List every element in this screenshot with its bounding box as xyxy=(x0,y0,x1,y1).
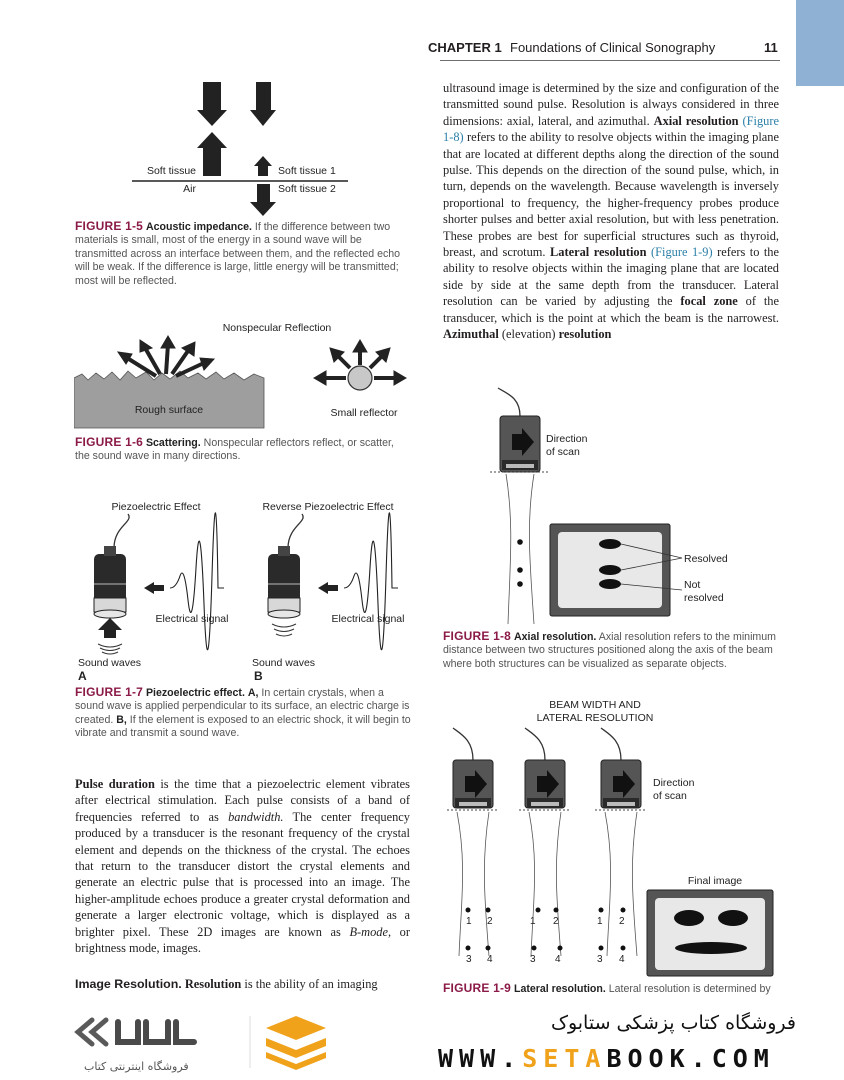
point-label-2: 2 xyxy=(553,916,559,927)
label-soft-tissue-1: Soft tissue 1 xyxy=(278,165,336,177)
term-resolution-end: resolution xyxy=(558,327,612,342)
chapter-label: CHAPTER 1 xyxy=(428,40,502,55)
rough-surface xyxy=(74,371,264,428)
label-soft-tissue-2: Soft tissue 2 xyxy=(278,183,336,195)
point-labels xyxy=(466,916,625,965)
electrical-signal-a xyxy=(170,513,224,650)
text-run: of the transducer, which is the point at which the beam is the narrowest. xyxy=(443,294,779,325)
term-focal-zone: focal zone xyxy=(680,294,738,309)
text-run: refers to the ability to resolve objects within the imaging plane that are located side by side at the same depth from the transducer. Lateral resolution can be varied by adjusting the xyxy=(443,245,779,309)
figure-1-8-link[interactable]: (Figure 1-8) xyxy=(443,113,779,145)
logo-chevrons xyxy=(78,1020,106,1044)
figure-number: FIGURE 1-8 xyxy=(443,629,512,643)
point-label-1: 1 xyxy=(530,916,536,927)
sound-waves-label-a: Sound waves xyxy=(78,657,142,669)
page-number: 11 xyxy=(764,40,778,55)
transducer-2 xyxy=(519,728,571,956)
scatter-arrows-surface xyxy=(118,336,214,376)
direction-label: Direction xyxy=(546,433,588,445)
final-image-label: Final image xyxy=(687,875,743,887)
figure-1-5-caption xyxy=(75,220,411,288)
point-label-4: 4 xyxy=(487,954,493,965)
section-heading-image-resolution: Image Resolution. xyxy=(75,977,182,991)
figure-text: If the difference between two materials is small, most of the energy in a sound wave will be transmitted across an interface between them, and the reflected echo will be weak. If the difference is large, little energy will be transmitted; most will be reflected. xyxy=(75,221,401,287)
term-lateral-resolution: Lateral resolution xyxy=(550,245,647,260)
figure-text: Axial resolution refers to the minimum distance between two structures positioned along the axis of the beam where both structures can be visualized as separate objects. xyxy=(443,631,776,670)
term-axial-resolution: Axial resolution xyxy=(653,113,739,128)
term-b-mode: B-mode, xyxy=(349,924,392,939)
figure-title: Piezoelectric effect. xyxy=(145,687,245,699)
panel-a-ref: A, xyxy=(247,687,259,699)
small-reflector-label: Small reflector xyxy=(330,407,398,419)
logo-subtitle: فروشگاه اینترنتی کتاب xyxy=(84,1060,189,1073)
panel-b-label: B xyxy=(254,669,263,683)
point-label-2: 2 xyxy=(619,916,625,927)
sound-waves-label-b: Sound waves xyxy=(252,657,316,669)
of-scan-label: of scan xyxy=(546,446,580,458)
reverse-piezo-heading: Reverse Piezoelectric Effect xyxy=(262,501,394,513)
signal-arrow-a xyxy=(144,582,154,594)
url-brand: SETA xyxy=(522,1044,607,1073)
electrical-signal-b xyxy=(344,513,398,650)
of-scan-label: of scan xyxy=(653,790,687,802)
figure-title: Scattering. xyxy=(145,437,201,449)
url-suffix: BOOK.COM xyxy=(606,1044,775,1073)
chapter-tab xyxy=(796,0,844,86)
electrical-signal-label-a: Electrical signal xyxy=(155,613,229,625)
figure-1-5-diagram xyxy=(120,80,360,220)
not-label: Not xyxy=(684,579,701,591)
small-reflector xyxy=(348,366,372,390)
figure-text-b: If the element is exposed to an electric shock, it will begin to vibrate and transmit a sound wave. xyxy=(75,713,411,740)
figure-1-6-diagram xyxy=(74,318,414,430)
text-run: The center frequency produced by a transducer is the resonant frequency of the crystal element and depends on the thickness of the crystal. The echoes that return to the transducer distort the crystal elements and generate an electric pulse that is processed into an image. The higher-amplitude echoes produce a greater crystal deformation and generate a larger electronic voltage, which is displayed as a brighter pixel. These 2D images are known as xyxy=(75,809,410,939)
figure-title: Axial resolution. xyxy=(513,631,597,643)
figure-1-9-link[interactable]: (Figure 1-9) xyxy=(651,245,713,260)
direction-label: Direction xyxy=(653,777,695,789)
incident-arrow-right xyxy=(250,82,276,126)
transducer-a xyxy=(94,514,129,618)
figure-number: FIGURE 1-5 xyxy=(75,219,144,233)
point-label-2: 2 xyxy=(487,916,493,927)
beam-outline xyxy=(506,474,534,624)
figure-1-7-diagram xyxy=(74,496,418,684)
figure-1-8-caption xyxy=(443,630,779,671)
text-run: refers to the ability to resolve objects within the imaging plane that are located at different depths along the direction of the sound pulse. This depends on the direction of the sound pulse, which, in turn, depends on the wavelength. Because wavelength is inversely proportional to frequency, the higher-frequency probes produce shorter pulses and better axial resolution, but with less penetration. These probes are best for superficial structures such as thyroid, breast, and scrotum. xyxy=(443,130,779,260)
transducer-b xyxy=(268,514,303,618)
point-label-3: 3 xyxy=(530,954,536,965)
resolved-label: Resolved xyxy=(684,553,728,565)
incident-arrow-left xyxy=(197,82,227,126)
sound-waves-a xyxy=(98,644,122,654)
rough-surface-label: Rough surface xyxy=(134,404,204,416)
url-prefix: WWW. xyxy=(438,1044,523,1073)
reflected-arrow-right xyxy=(254,156,272,176)
figure-text: Nonspecular reflectors reflect, or scatter, the sound wave in many directions. xyxy=(75,437,394,463)
point-label-1: 1 xyxy=(466,916,472,927)
pulse-duration-paragraph xyxy=(75,776,410,956)
image-resolution-paragraph xyxy=(75,976,410,992)
figure-text-a: In certain crystals, when a sound wave is applied perpendicular to its surface, an electric charge is created. xyxy=(75,687,410,726)
panel-b-ref: B, xyxy=(116,713,127,726)
figure-number: FIGURE 1-6 xyxy=(75,435,144,449)
figure-1-8-diagram xyxy=(478,384,778,628)
term-pulse-duration: Pulse duration xyxy=(75,777,155,791)
resolution-paragraph xyxy=(443,80,779,343)
text-run: ultrasound image is determined by the size and configuration of the transmitted sound pulse. Resolution is always considered in three dimensions: axial, lateral, and azimuthal. xyxy=(443,81,779,128)
shop-name: فروشگاه کتاب پزشکی ستابوک xyxy=(550,1012,796,1034)
sound-wave-arrow-a xyxy=(98,618,122,638)
figure-number: FIGURE 1-7 xyxy=(75,685,144,699)
nonspecular-heading: Nonspecular Reflection xyxy=(222,322,332,334)
panel-a-label: A xyxy=(78,669,87,683)
figure-text: Lateral resolution is determined by xyxy=(608,983,771,995)
electrical-signal-label-b: Electrical signal xyxy=(331,613,405,625)
sound-waves-b xyxy=(272,624,296,636)
text-run: (elevation) xyxy=(501,327,556,342)
fig9-heading-2: LATERAL RESOLUTION xyxy=(536,712,654,724)
shop-url[interactable] xyxy=(438,1044,775,1073)
reflected-arrow-left xyxy=(197,132,227,176)
term-bandwidth: bandwidth. xyxy=(228,809,284,824)
figure-number: FIGURE 1-9 xyxy=(443,982,512,995)
piezo-heading: Piezoelectric Effect xyxy=(111,501,201,513)
figure-1-6-caption xyxy=(75,436,411,464)
label-soft-tissue: Soft tissue xyxy=(146,165,196,177)
term-azimuthal: Azimuthal xyxy=(443,327,499,342)
text-run: or brightness mode, images. xyxy=(75,924,410,956)
point-label-3: 3 xyxy=(466,954,472,965)
transmitted-arrow xyxy=(250,184,276,216)
header-rule xyxy=(440,60,780,61)
logo-wordmark xyxy=(118,1022,194,1042)
point-label-3: 3 xyxy=(597,954,603,965)
text-run: is the ability of an imaging xyxy=(244,977,378,991)
fig9-heading-1: BEAM WIDTH AND xyxy=(549,699,641,711)
text-run: is the time that a piezoelectric element vibrates after electrical stimulation. Each pulse consists of a band of frequencies referred to as xyxy=(75,777,410,824)
label-air: Air xyxy=(183,183,196,195)
figure-1-7-caption xyxy=(75,686,411,741)
chapter-title: Foundations of Clinical Sonography xyxy=(510,40,716,55)
figure-1-9-diagram xyxy=(443,694,779,978)
point-label-1: 1 xyxy=(597,916,603,927)
not-resolved-label: resolved xyxy=(684,592,724,604)
figure-title: Acoustic impedance. xyxy=(145,221,252,233)
logo-book-icon xyxy=(266,1016,326,1070)
term-resolution: Resolution xyxy=(184,977,242,991)
figure-title: Lateral resolution. xyxy=(513,983,606,995)
point-label-4: 4 xyxy=(555,954,561,965)
signal-arrow-b xyxy=(318,582,328,594)
point-label-4: 4 xyxy=(619,954,625,965)
